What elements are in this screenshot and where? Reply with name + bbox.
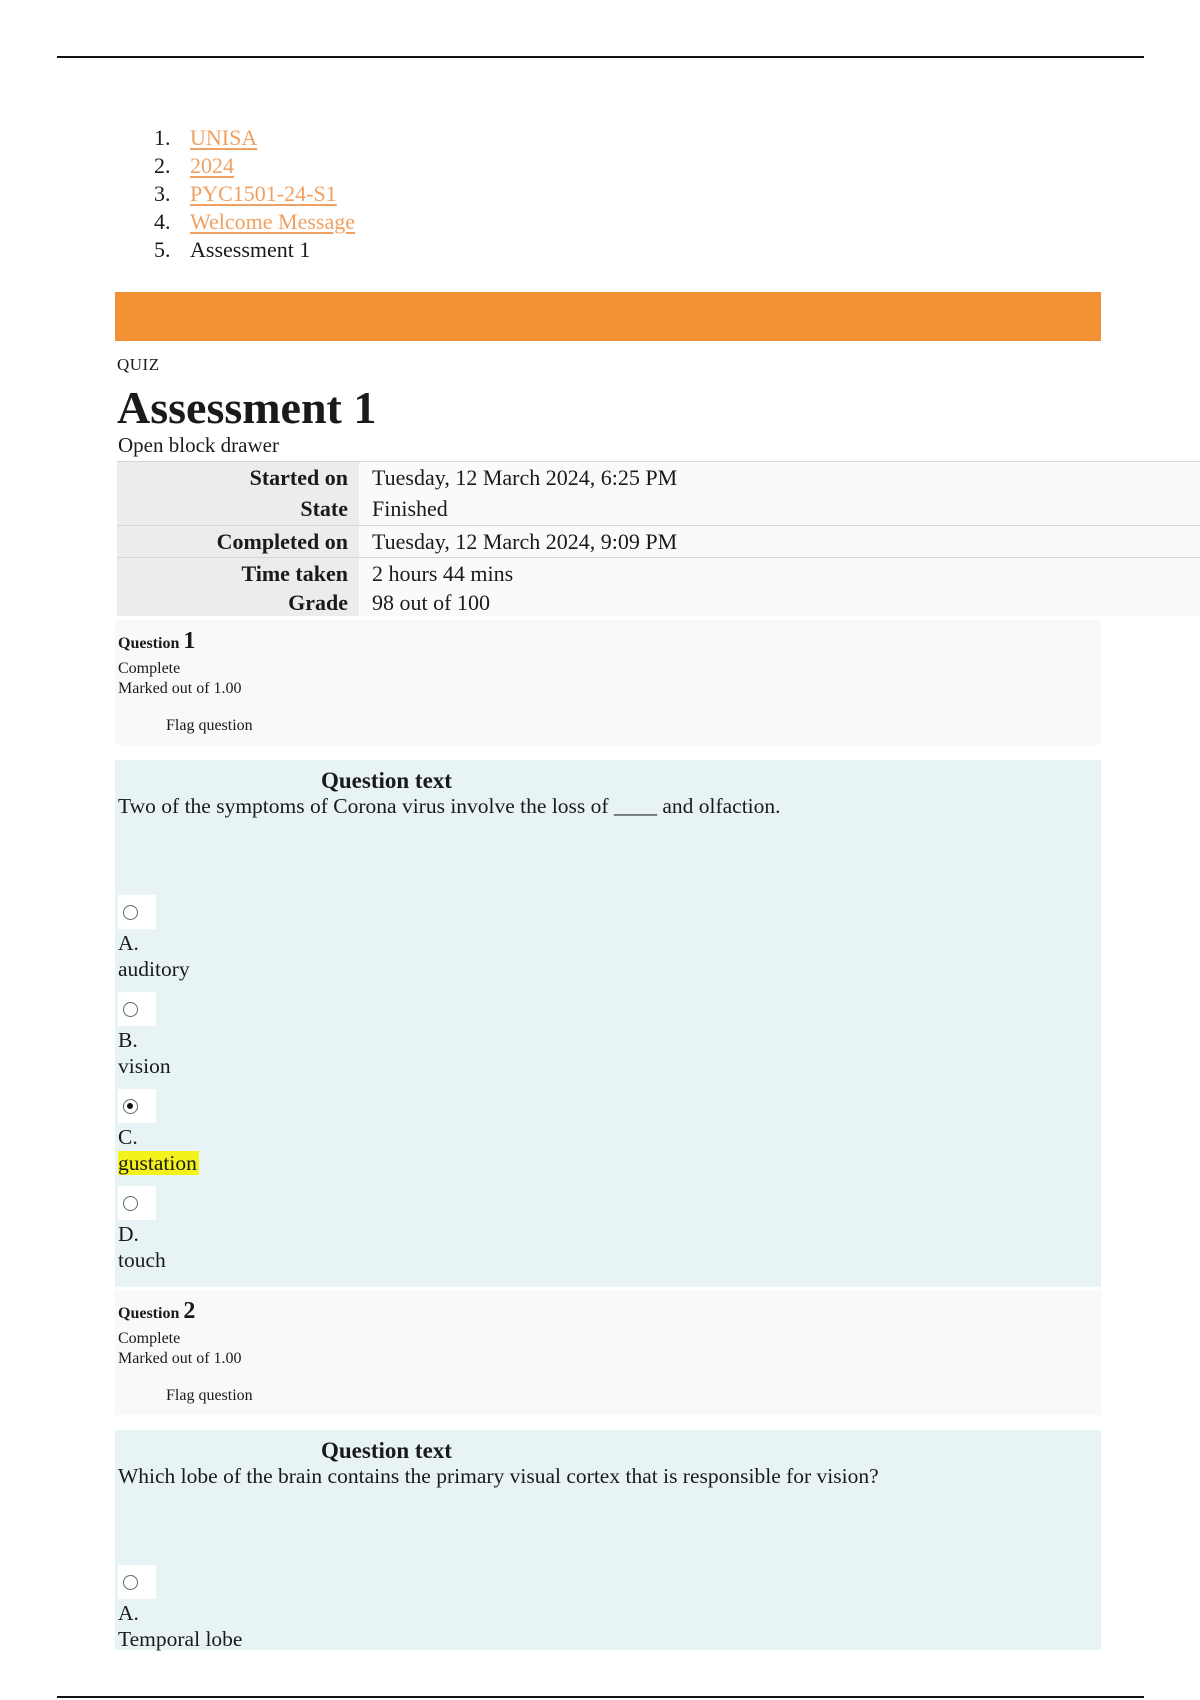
- option-answer-highlighted: gustation: [118, 1151, 197, 1175]
- summary-value: 2 hours 44 mins: [359, 558, 1200, 589]
- page-title: Assessment 1: [117, 382, 377, 433]
- question-state: Complete: [118, 660, 181, 677]
- question-2-content: [115, 1430, 1101, 1650]
- breadcrumb: [154, 124, 355, 264]
- answer-option-a[interactable]: [118, 895, 190, 982]
- option-answer: auditory: [118, 957, 190, 981]
- question-number: 1: [183, 628, 196, 654]
- open-block-drawer-link[interactable]: Open block drawer: [118, 433, 279, 457]
- summary-label: Started on: [117, 462, 359, 493]
- summary-row-time: [117, 557, 1200, 589]
- breadcrumb-link-course[interactable]: PYC1501-24-S1: [190, 181, 337, 206]
- question-1-info: [115, 620, 1101, 745]
- summary-label: Time taken: [117, 558, 359, 589]
- breadcrumb-item-course: 3. PYC1501-24-S1: [154, 181, 337, 206]
- option-letter: B.: [118, 1028, 138, 1052]
- question-state: Complete: [118, 1330, 181, 1347]
- summary-value: Finished: [359, 493, 1200, 525]
- option-letter: A.: [118, 1601, 139, 1625]
- summary-label: Completed on: [117, 526, 359, 557]
- breadcrumb-item-welcome: 4. Welcome Message: [154, 209, 355, 234]
- option-letter: D.: [118, 1222, 139, 1246]
- activity-type-label: QUIZ: [117, 355, 160, 374]
- option-letter: C.: [118, 1125, 138, 1149]
- option-answer: Temporal lobe: [118, 1627, 243, 1651]
- breadcrumb-item-current: 5. Assessment 1: [154, 237, 311, 262]
- summary-label: Grade: [117, 589, 359, 616]
- radio-button[interactable]: [123, 1002, 138, 1017]
- bottom-rule: [57, 1696, 1144, 1698]
- summary-row-grade: [117, 589, 1200, 616]
- course-banner: [115, 292, 1101, 341]
- summary-label: State: [117, 493, 359, 525]
- breadcrumb-item-unisa: 1. UNISA: [154, 125, 258, 150]
- question-grade: Marked out of 1.00: [118, 1350, 242, 1367]
- question-text: Two of the symptoms of Corona virus involve the loss of ____ and olfaction.: [118, 794, 781, 818]
- radio-button[interactable]: [123, 1575, 138, 1590]
- question-heading: Question 1: [118, 628, 196, 654]
- summary-value: 98 out of 100: [359, 589, 1200, 616]
- option-answer: touch: [118, 1248, 166, 1272]
- question-number: 2: [183, 1298, 196, 1324]
- answer-option-d[interactable]: [118, 1186, 166, 1273]
- breadcrumb-link-welcome[interactable]: Welcome Message: [190, 209, 355, 234]
- answer-option-c[interactable]: [118, 1089, 199, 1176]
- question-grade: Marked out of 1.00: [118, 680, 242, 697]
- option-letter: A.: [118, 931, 139, 955]
- summary-value: Tuesday, 12 March 2024, 6:25 PM: [359, 462, 1200, 493]
- radio-button[interactable]: [123, 905, 138, 920]
- question-2-info: [115, 1290, 1101, 1415]
- question-heading: Question 2: [118, 1298, 196, 1324]
- attempt-summary-table: [117, 461, 1200, 616]
- question-text: Which lobe of the brain contains the primary visual cortex that is responsible for vision?: [118, 1464, 879, 1488]
- summary-row-completed: [117, 525, 1200, 557]
- flag-question-button[interactable]: Flag question: [166, 1387, 253, 1404]
- radio-button[interactable]: [123, 1196, 138, 1211]
- question-text-label: Question text: [321, 1438, 452, 1463]
- answer-option-a[interactable]: [118, 1565, 242, 1652]
- breadcrumb-link-year[interactable]: 2024: [190, 153, 234, 178]
- radio-button-selected[interactable]: [123, 1099, 138, 1114]
- flag-question-button[interactable]: Flag question: [166, 717, 253, 734]
- breadcrumb-item-year: 2. 2024: [154, 153, 234, 178]
- option-answer: vision: [118, 1054, 171, 1078]
- summary-row-state: [117, 493, 1200, 525]
- summary-row-started: [117, 461, 1200, 493]
- top-rule: [57, 56, 1144, 58]
- answer-option-b[interactable]: [118, 992, 171, 1079]
- question-text-label: Question text: [321, 768, 452, 793]
- question-1-content: [115, 760, 1101, 1287]
- summary-value: Tuesday, 12 March 2024, 9:09 PM: [359, 526, 1200, 557]
- breadcrumb-current: Assessment 1: [190, 237, 311, 262]
- breadcrumb-link-unisa[interactable]: UNISA: [190, 125, 258, 150]
